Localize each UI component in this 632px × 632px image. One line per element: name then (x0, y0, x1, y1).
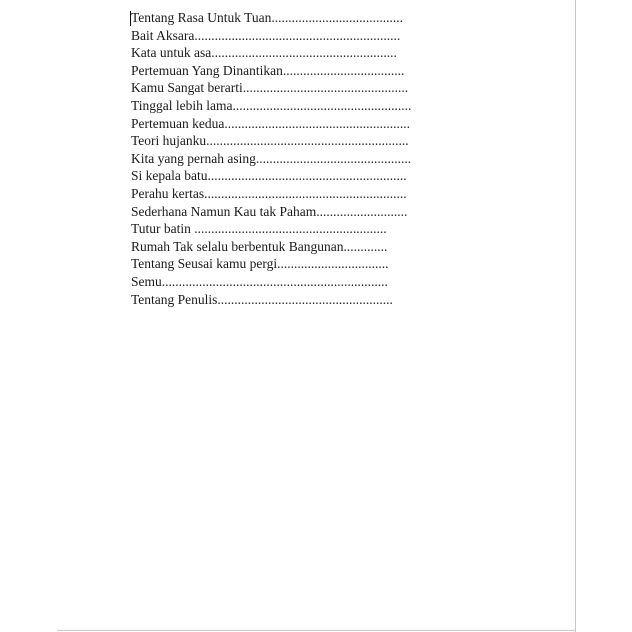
toc-entry: Tutur batin ......................................................... (131, 221, 387, 237)
toc-entry: Sederhana Namun Kau tak Paham........................... (131, 203, 408, 219)
toc-entry: Pertemuan Yang Dinantikan.................................... (131, 62, 405, 78)
toc-entry: Tentang Seusai kamu pergi................................. (131, 256, 389, 272)
toc-entry: Tentang Rasa Untuk Tuan....................................... (131, 10, 404, 25)
toc-entry: Kata untuk asa....................................................... (131, 45, 397, 61)
toc-entry: Perahu kertas............................................................ (131, 185, 407, 201)
toc-entry: Tinggal lebih lama..................................................... (131, 97, 412, 113)
page-edge-bottom (57, 630, 576, 631)
text-cursor (130, 11, 131, 26)
toc-entry: Si kepala batu........................................................... (131, 168, 407, 184)
toc-entry: Teori hujanku............................................................ (131, 133, 409, 149)
toc-entry: Tentang Penulis.................................................... (131, 291, 393, 307)
page-edge-right (575, 0, 576, 632)
toc-entry: Kita yang pernah asing.............................................. (131, 150, 412, 166)
toc-entry: Pertemuan kedua....................................................... (131, 115, 410, 131)
toc-entry: Rumah Tak selalu berbentuk Bangunan............. (131, 238, 388, 254)
toc-entry: Semu................................................................... (131, 273, 388, 289)
toc-entry: Kamu Sangat berarti................................................. (131, 80, 409, 96)
toc-entry: Bait Aksara............................................................. (131, 27, 401, 43)
table-of-contents (131, 9, 411, 308)
